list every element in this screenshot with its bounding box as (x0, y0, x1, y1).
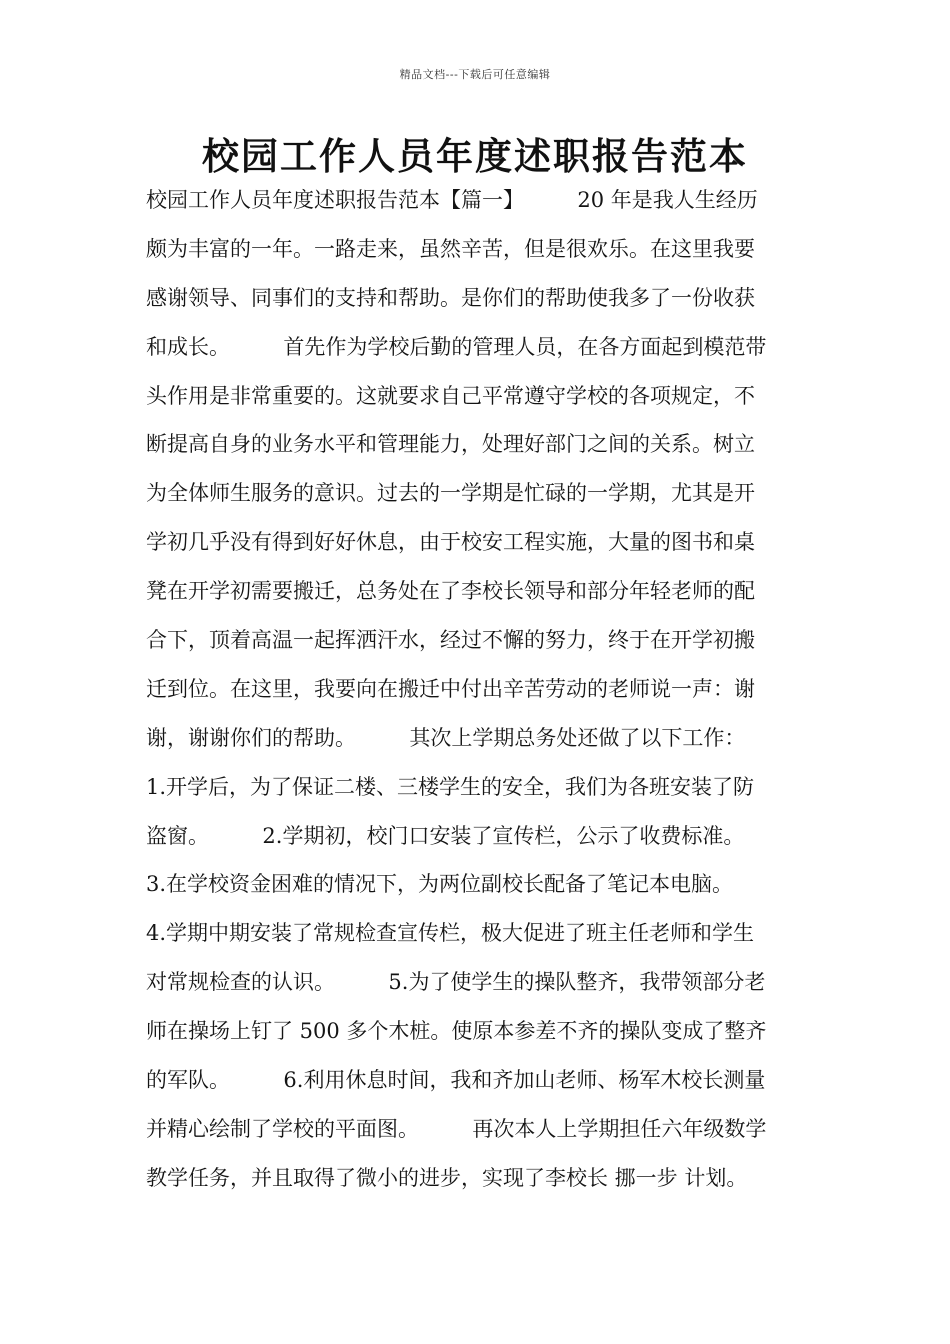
body-line: 断提高自身的业务水平和管理能力，处理好部门之间的关系。树立 (146, 432, 755, 457)
body-line: 合下，顶着高温一起挥洒汗水，经过不懈的努力，终于在开学初搬 (146, 628, 755, 653)
body-line: 凳在开学初需要搬迁，总务处在了李校长领导和部分年轻老师的配 (146, 579, 755, 604)
body-line: 的军队。 6.利用休息时间，我和齐加山老师、杨军木校长测量 (146, 1068, 766, 1093)
body-line: 盗窗。 2.学期初，校门口安装了宣传栏，公示了收费标准。 (146, 823, 745, 848)
body-line: 谢，谢谢你们的帮助。 其次上学期总务处还做了以下工作： (146, 725, 746, 750)
body-line: 迁到位。在这里，我要向在搬迁中付出辛苦劳动的老师说一声：谢 (146, 676, 755, 701)
body-line: 和成长。 首先作为学校后勤的管理人员，在各方面起到模范带 (146, 334, 767, 359)
header-note: 精品文档---下载后可任意编辑 (399, 68, 551, 81)
body-line: 1.开学后，为了保证二楼、三楼学生的安全，我们为各班安装了防 (146, 774, 755, 799)
body-line: 为全体师生服务的意识。过去的一学期是忙碌的一学期，尤其是开 (146, 481, 755, 506)
body-line: 头作用是非常重要的。这就要求自己平常遵守学校的各项规定，不 (146, 383, 755, 408)
body-line: 学初几乎没有得到好好休息，由于校安工程实施，大量的图书和桌 (146, 530, 755, 555)
body-line: 教学任务，并且取得了微小的进步，实现了李校长 挪一步 计划。 (146, 1165, 748, 1190)
document-title: 校园工作人员年度述职报告范本 (202, 134, 748, 178)
body-line: 3.在学校资金困难的情况下，为两位副校长配备了笔记本电脑。 (146, 872, 734, 897)
body-line: 并精心绘制了学校的平面图。 再次本人上学期担任六年级数学 (146, 1116, 767, 1141)
body-line: 4.学期中期安装了常规检查宣传栏，极大促进了班主任老师和学生 (146, 921, 755, 946)
body-line: 感谢领导、同事们的支持和帮助。是你们的帮助使我多了一份收获 (146, 285, 755, 310)
body-line: 师在操场上钉了 500 多个木桩。使原本参差不齐的操队变成了整齐 (146, 1019, 767, 1044)
body-line: 颇为丰富的一年。一路走来，虽然辛苦，但是很欢乐。在这里我要 (146, 236, 755, 261)
body-line: 校园工作人员年度述职报告范本【篇一】 20 年是我人生经历 (146, 188, 758, 212)
body-line: 对常规检查的认识。 5.为了使学生的操队整齐，我带领部分老 (146, 970, 766, 995)
body-text (146, 182, 816, 1209)
